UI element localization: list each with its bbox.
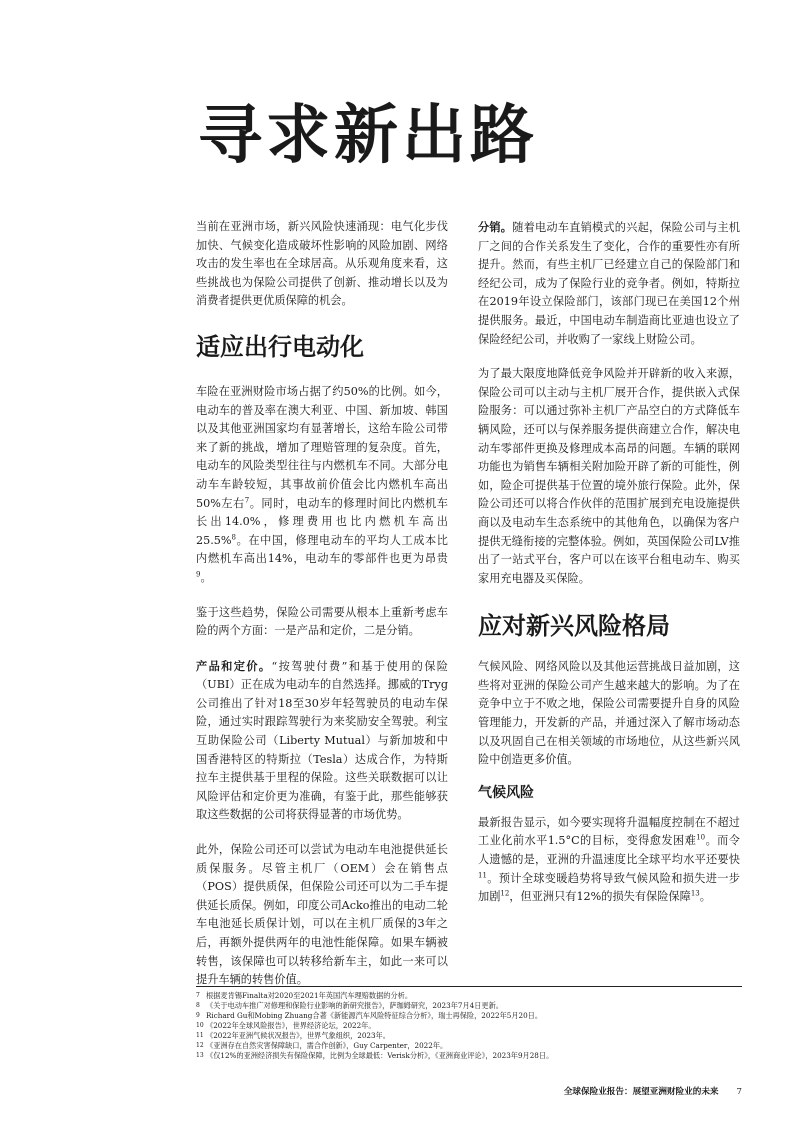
intro-paragraph: 当前在亚洲市场，新兴风险快速涌现：电气化步伐加快、气候变化造成破坏性影响的风险加剧、网络攻击的发生率也在全球居高。从乐观角度来看，这些挑战也为保险公司提供了创新、推动增长以及为消费者提供更优质保障的机会。 <box>196 220 448 308</box>
footnotes <box>196 986 742 1061</box>
left-column <box>196 218 448 990</box>
distribution-paragraph: 分销。随着电动车直销模式的兴起，保险公司与主机厂之间的合作关系发生了变化，合作的重要性亦有所提升。然而，有些主机厂已经建立自己的保险部门和经纪公司，成为了保险行业的竞争者。例如，特斯拉在2019年设立保险部门，该部门现已在美国12个州提供服务。最近，中国电动车制造商比亚迪也设立了保险经纪公司，并收购了一家线上财险公司。 <box>478 220 740 346</box>
footnote-11: 11 《2022年亚洲气候状况报告》，世界气象组织，2023年。 <box>196 1031 390 1040</box>
pricing-paragraph: 产品和定价。“按驾驶付费”和基于使用的保险（UBI）正在成为电动车的自然选择。挪威的Tryg公司推出了针对18至30岁年轻驾驶员的电动车保险，通过实时跟踪驾驶行为来奖励安全驾驶。利宝互助保险公司（Liberty Mutual）与新加坡和中国香港特区的特斯拉（Tesla）达成合作，为特斯拉车主提供基于里程的保险。这些关联数据可以让风险评估和定价更为准确，有鉴于此，那些能够获取这些数据的公司将获得显著的市场优势。 <box>196 658 448 822</box>
footnote-ref-9[interactable]: 9 <box>196 570 201 579</box>
footnote-7: 7 根据麦肯锡Finalta对2020至2021年英国汽车理赔数据的分析。 <box>196 991 413 1000</box>
page-footer <box>520 1086 742 1098</box>
partnership-paragraph: 为了最大限度地降低竞争风险并开辟新的收入来源，保险公司可以主动与主机厂展开合作，提供嵌入式保险服务：可以通过弥补主机厂产品空白的方式降低车辆风险，还可以与保养服务提供商建立合作，解决电动车零部件更换及修理成本高昂的问题。车辆的联网功能也为销售车辆相关附加险开辟了新的可能性，例如，险企可提供基于位置的境外旅行保险。此外，保险公司还可以将合作伙伴的范围扩展到充电设施提供商以及电动车生态系统中的其他角色，以确保为客户提供无缝衔接的完整体验。例如，英国保险公司LV推出了一站式平台，客户可以在该平台租电动车、购买家用充电器及买保险。 <box>478 367 740 585</box>
page-title: 寻求新出路 <box>198 98 538 173</box>
pricing-lead: 产品和定价。 <box>196 658 272 673</box>
ev-paragraph-2: 鉴于这些趋势，保险公司需要从根本上重新考虑车险的两个方面：一是产品和定价，二是分销。 <box>196 605 448 638</box>
footnote-ref-10[interactable]: 10 <box>696 833 706 842</box>
heading-ev: 适应出行电动化 <box>196 331 364 361</box>
footnote-10: 10 《2022年全球风险报告》，世界经济论坛，2022年。 <box>196 1021 376 1030</box>
page-number: 7 <box>736 1087 742 1097</box>
right-column <box>478 218 740 907</box>
heading-climate-risk: 气候风险 <box>478 784 534 801</box>
emerging-risk-paragraph: 气候风险、网络风险以及其他运营挑战日益加剧，这些将对亚洲的保险公司产生越来越大的影响。为了在竞争中立于不败之地，保险公司需要提升自身的风险管理能力，开发新的产品，并通过深入了解市场动态以及巩固自己在相关领域的市场地位，从这些新兴风险中创造更多价值。 <box>478 660 740 767</box>
footnote-ref-13[interactable]: 13 <box>690 889 700 898</box>
footer-report-title: 全球保险业报告：展望亚洲财险业的未来 <box>563 1087 719 1097</box>
footnote-ref-7[interactable]: 7 <box>244 495 250 504</box>
footnote-ref-12[interactable]: 12 <box>500 889 510 898</box>
heading-emerging-risk: 应对新兴风险格局 <box>478 611 670 641</box>
ev-paragraph-1: 车险在亚洲财险市场占据了约50%的比例。如今，电动车的普及率在澳大利亚、中国、新加坡、韩国以及其他亚洲国家均有显著增长，这给车险公司带来了新的挑战，增加了理赔管理的复杂度。首先，电动车的风险类型往往与内燃机车不同。大部分电动车车龄较短，其事故前价值会比内燃机车高出50%左右$^7$。同时，电动车的修理时间比内燃机车长出14.0%，修理费用也比内燃机车高出25.5%$^8$。在中国，修理电动车的平均人工成本比内燃机车高出14%，电动车的零部件也更为昂贵$^9$。 <box>196 384 448 584</box>
footnote-13: 13 《仅12%的亚洲经济损失有保险保障，比例为全球最低：Verisk分析》，《亚洲商业评论》，2023年9月28日。 <box>196 1051 554 1060</box>
footnote-8: 8 《关于电动车推广对修理和保险行业影响的新研究报告》，萨珈姆研究，2023年7月4日更新。 <box>196 1001 503 1010</box>
footnote-ref-8[interactable]: 8 <box>231 532 237 541</box>
distribution-lead: 分销。 <box>478 220 513 234</box>
footnote-9: 9 Richard Gu和Mobing Zhuang合著《新能源汽车风险特征综合分析》，瑞士再保险，2022年5月20日。 <box>196 1011 543 1020</box>
warranty-paragraph: 此外，保险公司还可以尝试为电动车电池提供延长质保服务。尽管主机厂（OEM）会在销售点（POS）提供质保，但保险公司还可以为二手车提供延长质保。例如，印度公司Acko推出的电动二轮车电池延长质保计划，可以在主机厂质保的3年之后，再额外提供两年的电池性能保障。如果车辆被转售，该保障也可以转移给新车主，如此一来可以提升车辆的转售价值。 <box>196 843 448 987</box>
footnote-12: 12 《亚洲存在自然灾害保障缺口，需合作创新》，Guy Carpenter，2022年。 <box>196 1041 448 1050</box>
climate-paragraph: 最新报告显示，如今要实现将升温幅度控制在不超过工业化前水平1.5°C的目标，变得愈发困难$^{10}$。而令人遗憾的是，亚洲的升温速度比全球平均水平还要快$^{11}$。预计全球变暖趋势将导致气候风险和损失进一步加剧$^{12}$，但亚洲只有12%的损失有保险保障$^{13}$。 <box>478 815 740 904</box>
footnote-ref-11[interactable]: 11 <box>478 870 487 879</box>
